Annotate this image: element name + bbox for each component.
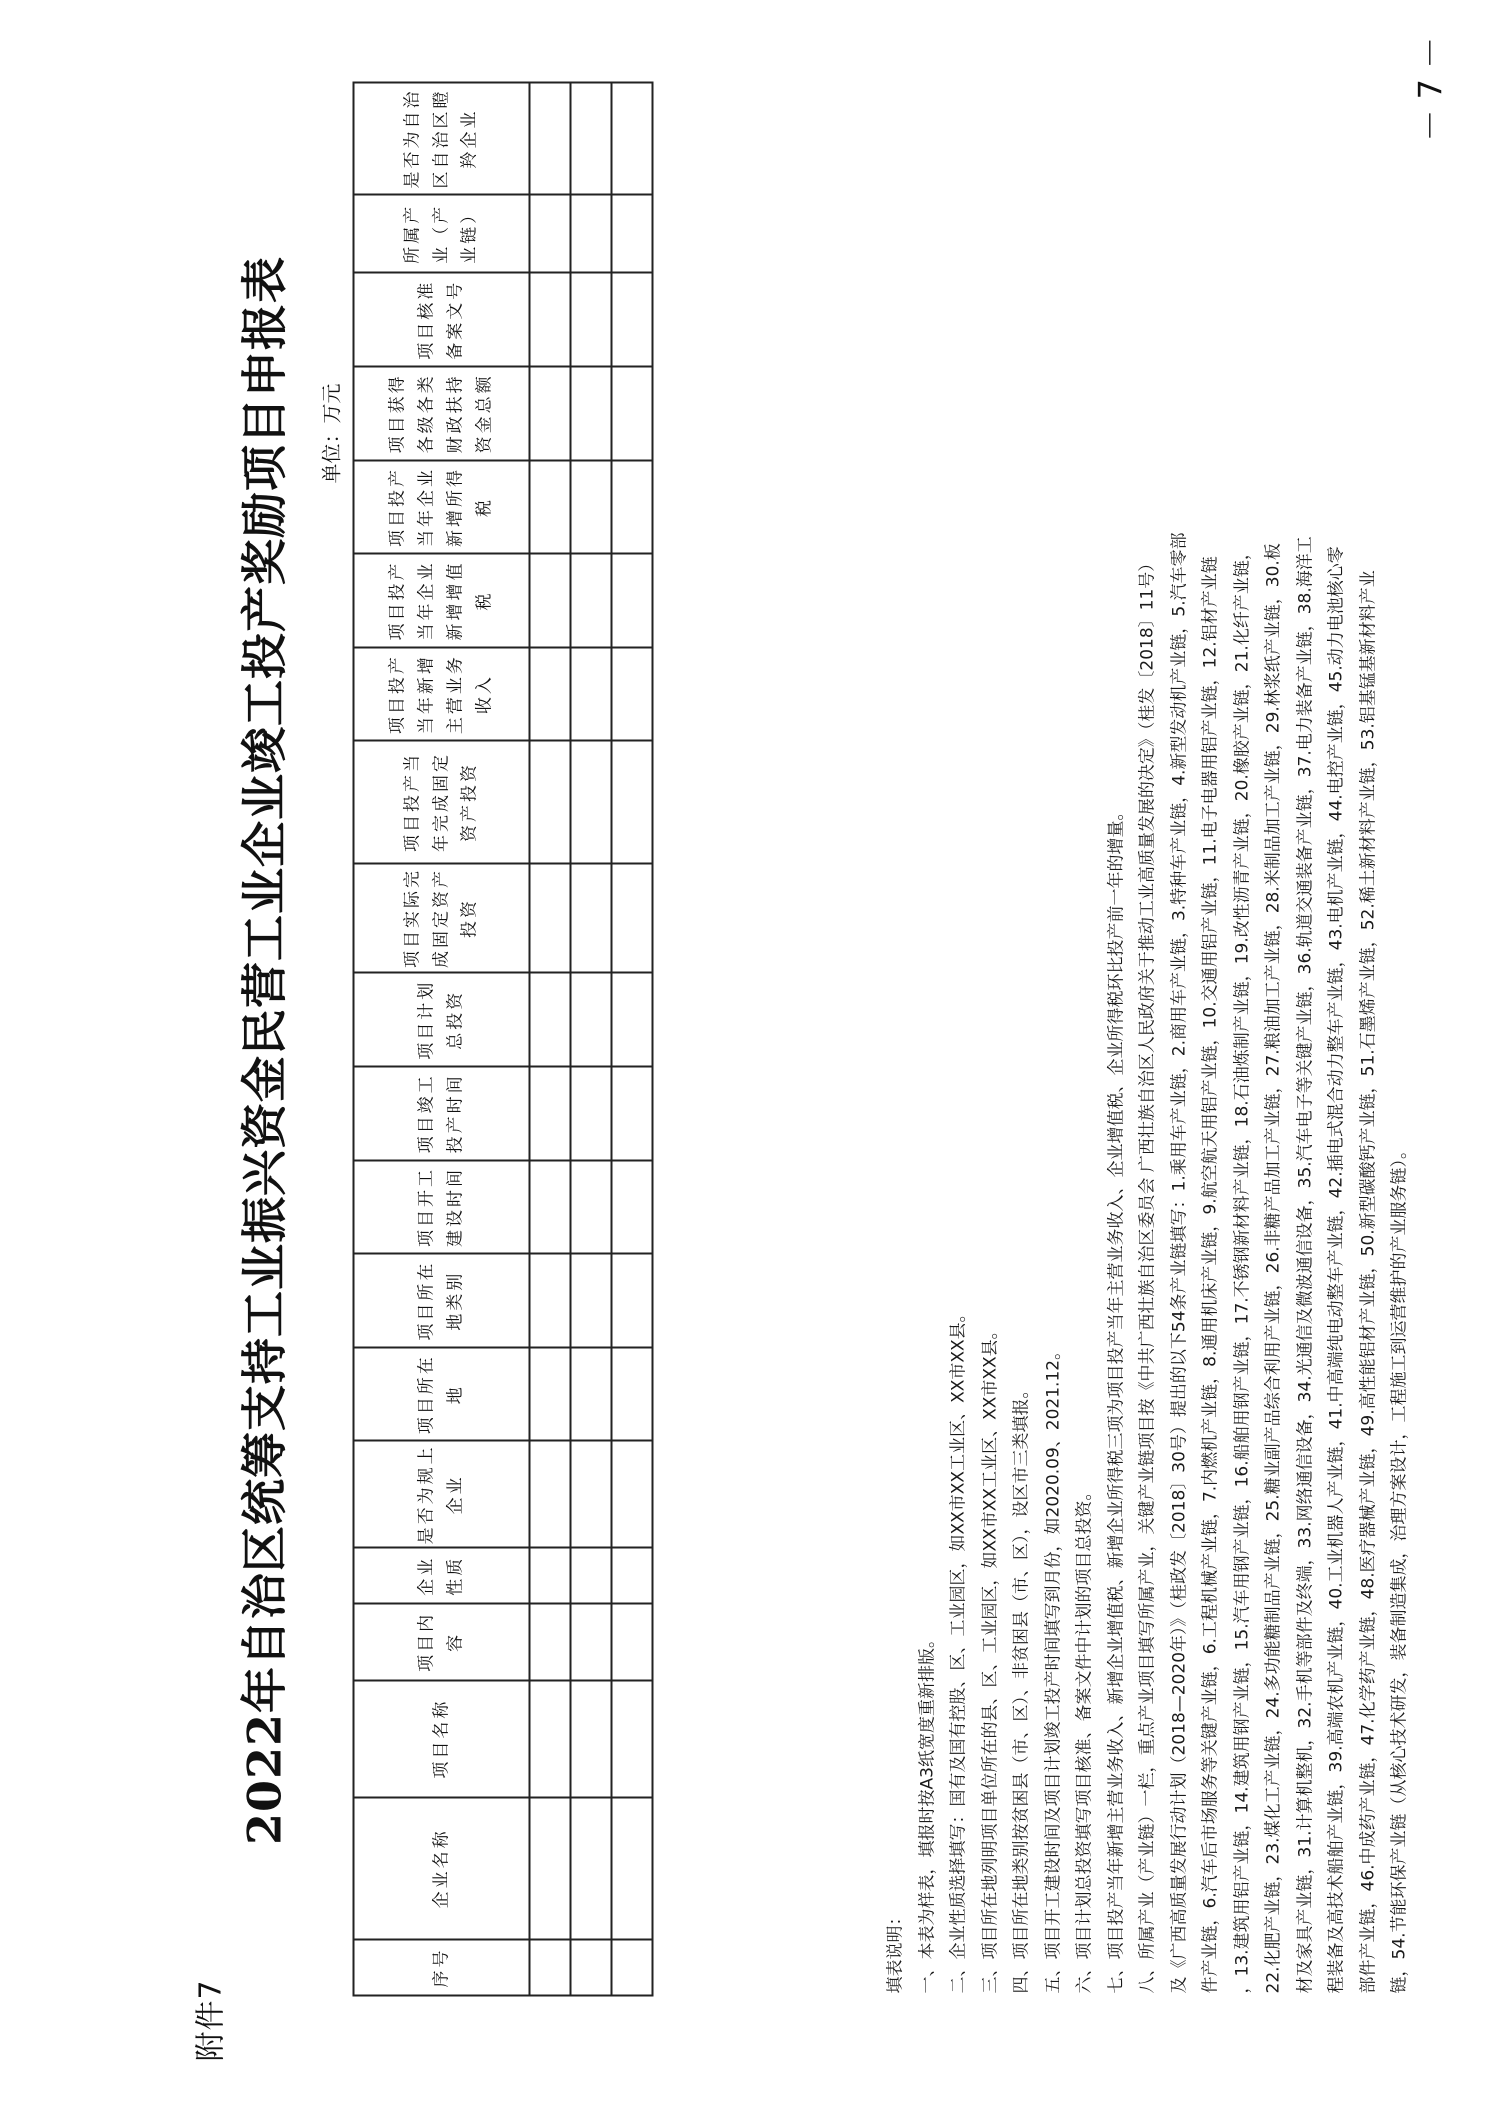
table-cell[interactable] xyxy=(571,1940,612,1996)
column-header: 项目核准备案文号 xyxy=(354,273,530,367)
table-cell[interactable] xyxy=(530,741,571,863)
table-cell[interactable] xyxy=(530,973,571,1067)
column-header: 企业性质 xyxy=(354,1548,530,1604)
column-header: 项目所在地 xyxy=(354,1347,530,1441)
table-cell[interactable] xyxy=(612,367,653,461)
instruction-line: 22.化肥产业链，23.煤化工产业链，24.多功能糖制品产业链，25.糖业副产品综合利用产业链，26.非糖产品加工产业链，27.粮油加工产业链，28.米制品加工产业链，29.林浆纸产业链，30.板 xyxy=(1263,543,1284,1994)
column-header: 项目投产当年完成固定资产投资 xyxy=(354,741,530,863)
column-header: 项目开工建设时间 xyxy=(354,1160,530,1254)
instruction-line: 材及家具产业链，31.计算机整机，32.手机等部件及终端，33.网络通信设备，34.光通信及微波通信设备，35.汽车电子等关键产业链，36.轨道交通装备产业链，37.电力装备产业链，38.海洋工 xyxy=(1295,536,1315,1994)
table-cell[interactable] xyxy=(612,1160,653,1254)
table-cell[interactable] xyxy=(571,1254,612,1348)
column-header: 企业名称 xyxy=(354,1797,530,1939)
table-cell[interactable] xyxy=(571,741,612,863)
instruction-line: 及《广西高质量发展行动计划（2018—2020年）》（桂政发〔2018〕30号）提出的以下54条产业链填写：1.乘用车产业链，2.商用车产业链，3.特种车产业链，4.新型发动机产业链，5.汽车零部 xyxy=(1169,532,1189,1994)
column-header: 项目计划总投资 xyxy=(354,973,530,1067)
column-header: 项目名称 xyxy=(354,1680,530,1797)
table-cell[interactable] xyxy=(612,1254,653,1348)
table-cell[interactable] xyxy=(612,647,653,741)
instructions-heading: 填表说明： xyxy=(885,1908,906,1994)
table-cell[interactable] xyxy=(530,460,571,554)
instruction-line: 五、项目开工建设时间及项目计划竣工投产时间填写到月份，如2020.09、2021.12。 xyxy=(1043,1342,1063,1994)
table-cell[interactable] xyxy=(571,554,612,648)
table-row xyxy=(571,83,612,1996)
table-cell[interactable] xyxy=(571,647,612,741)
column-header: 项目获得各级各类财政扶持资金总额 xyxy=(354,367,530,461)
table-row xyxy=(530,83,571,1996)
table-cell[interactable] xyxy=(612,1797,653,1939)
table-cell[interactable] xyxy=(612,1441,653,1548)
column-header: 项目所在地类别 xyxy=(354,1254,530,1348)
instruction-line: 链，54.节能环保产业链（从核心技术研发，装备制造集成，治理方案设计，工程施工到运营维护的产业服务链）。 xyxy=(1389,1141,1410,1994)
table-cell[interactable] xyxy=(530,1347,571,1441)
table-cell[interactable] xyxy=(612,554,653,648)
column-header: 序号 xyxy=(354,1940,530,1996)
form-title: 2022年自治区统筹支持工业振兴资金民营工业企业竣工投产奖励项目申报表 xyxy=(237,255,292,1846)
table-cell[interactable] xyxy=(612,460,653,554)
table-cell[interactable] xyxy=(571,1160,612,1254)
table-cell[interactable] xyxy=(612,1940,653,1996)
table-cell[interactable] xyxy=(530,1254,571,1348)
instructions-lines xyxy=(912,94,1416,1994)
table-cell[interactable] xyxy=(612,1067,653,1161)
table-cell[interactable] xyxy=(571,1604,612,1680)
instruction-line: 七、项目投产当年新增主营业务收入、新增企业增值税、新增企业所得税三项为项目投产当年主营业务收入、企业增值税、企业所得税环比投产前一年的增量。 xyxy=(1106,803,1126,1994)
table-cell[interactable] xyxy=(612,1604,653,1680)
table-cell[interactable] xyxy=(530,1441,571,1548)
table-header-row xyxy=(354,83,530,1996)
table-cell[interactable] xyxy=(571,1347,612,1441)
table-cell[interactable] xyxy=(530,1160,571,1254)
instruction-line: 六、项目计划总投资填写项目核准、备案文件中计划的项目总投资。 xyxy=(1074,1483,1095,1994)
table-cell[interactable] xyxy=(571,1441,612,1548)
instruction-line: 八、所属产业（产业链）一栏，重点产业项目填写所属产业，关键产业链项目按《中共广西壮族自治区委员会 广西壮族自治区人民政府关于推动工业高质量发展的决定》（桂发〔2018〕11号） xyxy=(1137,554,1158,1994)
table-cell[interactable] xyxy=(571,1797,612,1939)
table-cell[interactable] xyxy=(612,1680,653,1797)
table-cell[interactable] xyxy=(571,863,612,973)
column-header: 项目投产当年企业新增增值税 xyxy=(354,554,530,648)
table-cell[interactable] xyxy=(612,973,653,1067)
instruction-line: 部件产业链，46.中成药产业链，47.化学药产业链，48.医疗器械产业链，49.高性能铝材产业链，50.新型碳酸钙产业链，51.石墨烯产业链，52.稀土新材料产业链，53.铝基锰基新材料产业 xyxy=(1358,570,1378,1994)
rotated-page xyxy=(1,0,1487,2102)
table-cell[interactable] xyxy=(612,83,653,195)
instruction-line: ，13.建筑用铝产业链，14.建筑用钢产业链，15.汽车用钢产业链，16.船舶用钢产业链，17.不锈钢新材料产业链，18.石油炼制产业链，19.改性沥青产业链，20.橡胶产业链，21.化纤产业链， xyxy=(1232,543,1252,1994)
instruction-line: 二、企业性质选择填写：国有及国有控股、区、工业园区，如XX市XX工业区、XX市XX县。 xyxy=(948,1305,969,1994)
table-cell[interactable] xyxy=(530,554,571,648)
table-cell[interactable] xyxy=(571,1067,612,1161)
table-cell[interactable] xyxy=(612,273,653,367)
page-number: － 7 － xyxy=(1411,36,1450,142)
application-table xyxy=(353,82,654,1997)
table-cell[interactable] xyxy=(530,863,571,973)
table-cell[interactable] xyxy=(612,1548,653,1604)
table-cell[interactable] xyxy=(571,973,612,1067)
instruction-line: 程装备及高技术船舶产业链，39.高端农机产业链，40.工业机器人产业链，41.中高端纯电动整车产业链，42.插电式混合动力整车产业链，43.电机产业链，44.电控产业链，45.动力电池核心零 xyxy=(1326,546,1347,1994)
table-row xyxy=(612,83,653,1996)
table-cell[interactable] xyxy=(571,273,612,367)
attachment-label: 附件7 xyxy=(193,1979,229,2062)
column-header: 项目实际完成固定资产投资 xyxy=(354,863,530,973)
instruction-line: 四、项目所在地类别按贫困县（市、区）、非贫困县（市、区），设区市三类填报。 xyxy=(1011,1381,1032,1994)
table-cell[interactable] xyxy=(530,273,571,367)
table-cell[interactable] xyxy=(571,460,612,554)
table-cell[interactable] xyxy=(530,367,571,461)
unit-label: 单位：万元 xyxy=(319,383,344,484)
table-cell[interactable] xyxy=(571,83,612,195)
table-cell[interactable] xyxy=(530,83,571,195)
table-cell[interactable] xyxy=(530,1067,571,1161)
column-header: 项目竣工投产时间 xyxy=(354,1067,530,1161)
column-header: 是否为自治区自治区瞪羚企业 xyxy=(354,83,530,195)
instructions xyxy=(881,94,1417,1994)
table-cell[interactable] xyxy=(530,1680,571,1797)
table-cell[interactable] xyxy=(571,1680,612,1797)
instruction-line: 件产业链，6.汽车后市场服务等关键产业链，6.工程机械产业链，7.内燃机产业链，8.通用机床产业链，9.航空航天用铝产业链，10.交通用铝产业链，11.电子电器用铝产业链，12.铝材产业链 xyxy=(1200,556,1221,1994)
instruction-line: 一、本表为样表，填报时按A3纸宽度重新排版。 xyxy=(917,1631,937,1994)
table-cell[interactable] xyxy=(612,863,653,973)
table-cell[interactable] xyxy=(612,1347,653,1441)
column-header: 项目投产当年新增主营业务收入 xyxy=(354,647,530,741)
table-body xyxy=(530,83,653,1996)
instruction-line: 三、项目所在地列明项目单位所在的县、区、工业园区，如XX市XX工业区、XX市XX县。 xyxy=(980,1322,1000,1994)
table-cell[interactable] xyxy=(530,1940,571,1996)
table-cell[interactable] xyxy=(612,741,653,863)
column-header: 项目内容 xyxy=(354,1604,530,1680)
column-header: 项目投产当年企业新增所得税 xyxy=(354,460,530,554)
table-cell[interactable] xyxy=(571,1548,612,1604)
table-cell[interactable] xyxy=(530,1548,571,1604)
table-cell[interactable] xyxy=(530,1797,571,1939)
table-cell[interactable] xyxy=(571,195,612,273)
table-cell[interactable] xyxy=(530,1604,571,1680)
table-cell[interactable] xyxy=(530,195,571,273)
table-cell[interactable] xyxy=(612,195,653,273)
column-header: 所属产业（产业链） xyxy=(354,195,530,273)
column-header: 是否为规上企业 xyxy=(354,1441,530,1548)
table-cell[interactable] xyxy=(530,647,571,741)
table-cell[interactable] xyxy=(571,367,612,461)
